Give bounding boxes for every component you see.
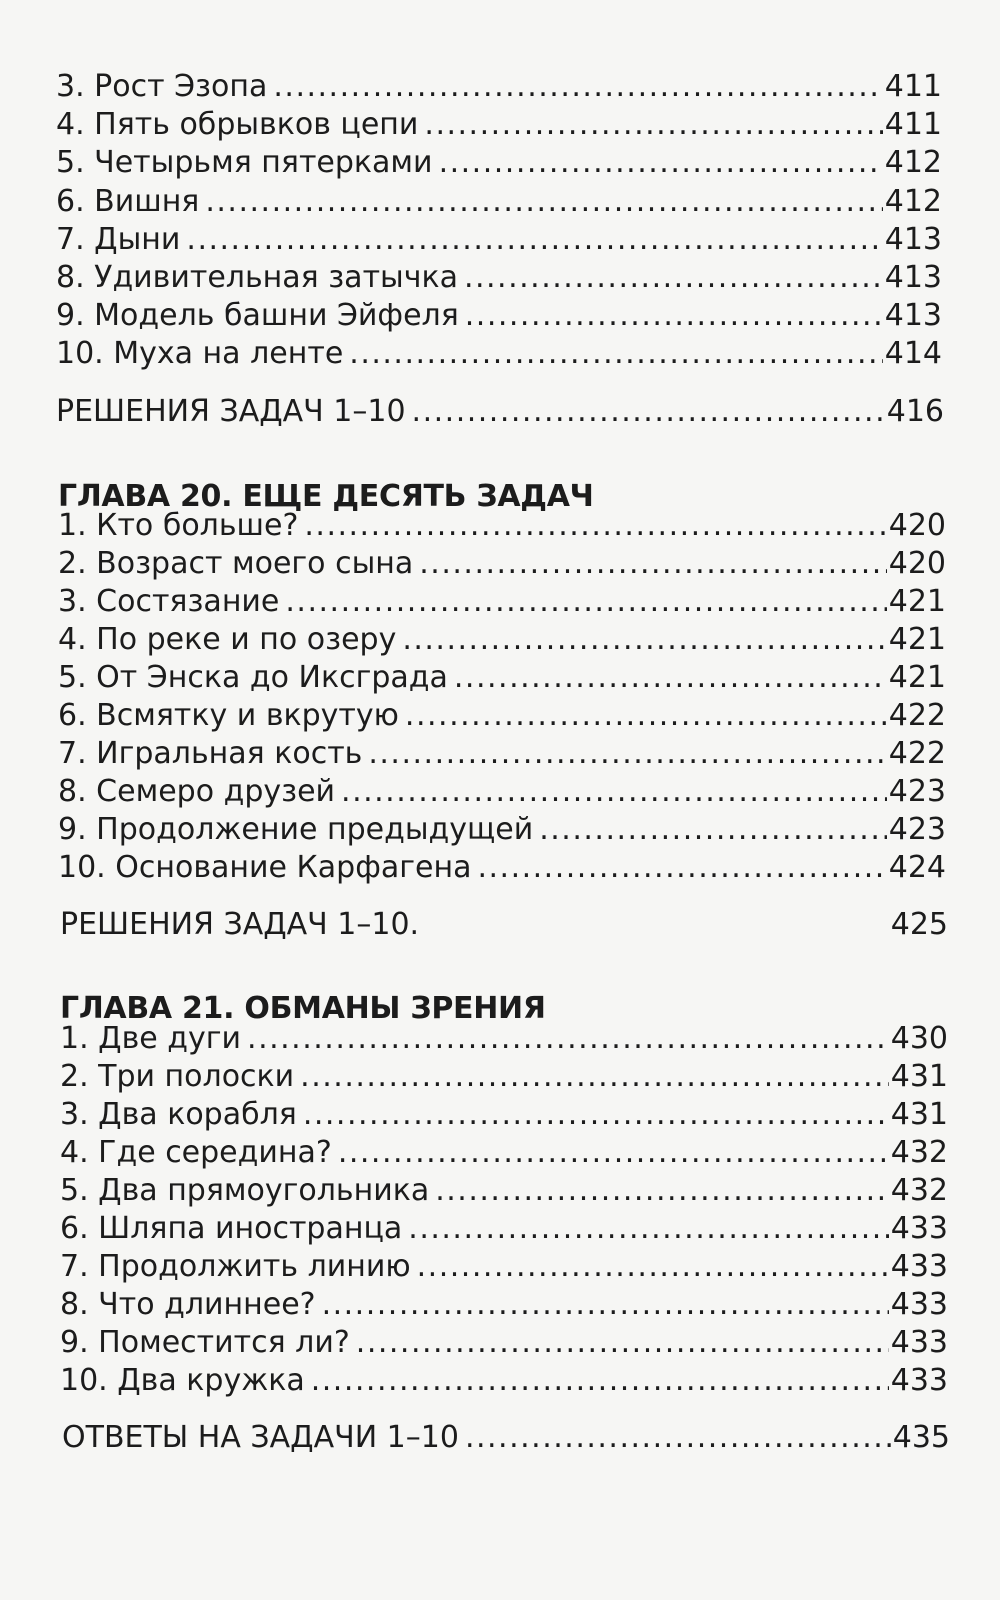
- toc-entry-page: 421: [888, 584, 946, 619]
- toc-entry: [56, 335, 942, 373]
- toc-entry: [60, 1362, 948, 1400]
- dot-leader: [273, 68, 882, 106]
- dot-leader: [311, 1362, 889, 1400]
- dot-leader: [465, 297, 883, 335]
- toc-entry-title: 5. Два прямоугольника: [60, 1173, 430, 1208]
- dot-leader: [419, 545, 886, 583]
- toc-solutions-entry: [60, 906, 948, 944]
- toc-entry-title: 7. Продолжить линию: [60, 1249, 411, 1284]
- toc-entry: [56, 221, 942, 259]
- toc-entry-title: 7. Дыни: [56, 222, 181, 257]
- toc-entry: [60, 1286, 948, 1324]
- toc-entry: [56, 68, 942, 106]
- toc-entry-page: 421: [888, 622, 946, 657]
- chapter-heading: ГЛАВА 20. ЕЩЕ ДЕСЯТЬ ЗАДАЧ: [58, 479, 594, 514]
- toc-entry-title: 2. Три полоски: [60, 1059, 295, 1094]
- toc-entry: [58, 545, 946, 583]
- toc-entry: [60, 1210, 948, 1248]
- toc-entry-title: 10. Два кружка: [60, 1363, 305, 1398]
- dot-leader: [341, 773, 887, 811]
- dot-leader: [408, 1210, 888, 1248]
- toc-entry-title: 9. Продолжение предыдущей: [58, 812, 534, 847]
- toc-entry-title: 6. Всмятку и вкрутую: [58, 698, 399, 733]
- toc-entry-page: 412: [884, 184, 942, 219]
- toc-entry-title: 4. По реке и по озеру: [58, 622, 397, 657]
- toc-entry-page: 431: [890, 1059, 948, 1094]
- toc-entry: [60, 1134, 948, 1172]
- dot-leader: [424, 106, 882, 144]
- toc-entry-page: 432: [890, 1135, 948, 1170]
- toc-entry: [56, 297, 942, 335]
- toc-entry-page: 413: [884, 222, 942, 257]
- toc-entry-page: 414: [884, 336, 942, 371]
- toc-entry: [58, 583, 946, 621]
- toc-entry-title: 4. Где середина?: [60, 1135, 332, 1170]
- dot-leader: [349, 335, 882, 373]
- toc-entry-title: 8. Удивительная затычка: [56, 260, 458, 295]
- dot-leader: [368, 735, 886, 773]
- toc-entry-page: 424: [888, 850, 946, 885]
- dot-leader: [417, 1248, 889, 1286]
- toc-entry-title: 9. Модель башни Эйфеля: [56, 298, 459, 333]
- toc-answers-entry: [62, 1419, 950, 1457]
- toc-entry: [60, 1020, 948, 1058]
- toc-entry: [58, 697, 946, 735]
- toc-entry-title: РЕШЕНИЯ ЗАДАЧ 1–10.: [60, 907, 420, 942]
- toc-entry: [58, 507, 946, 545]
- toc-entry: [58, 849, 946, 887]
- toc-entry-title: 3. Рост Эзопа: [56, 69, 268, 104]
- toc-entry-title: РЕШЕНИЯ ЗАДАЧ 1–10: [56, 394, 406, 429]
- toc-entry: [60, 1058, 948, 1096]
- dot-leader: [304, 507, 886, 545]
- toc-entry-page: 432: [890, 1173, 948, 1208]
- dot-leader: [464, 259, 883, 297]
- dot-leader: [454, 659, 887, 697]
- toc-entry-title: 3. Состязание: [58, 584, 280, 619]
- toc-entry: [60, 1172, 948, 1210]
- dot-leader: [477, 849, 886, 887]
- toc-entry-page: 413: [884, 298, 942, 333]
- toc-entry-title: 7. Игральная кость: [58, 736, 363, 771]
- toc-entry-page: 422: [888, 736, 946, 771]
- toc-entry-page: 421: [888, 660, 946, 695]
- dot-leader: [402, 621, 886, 659]
- toc-entry-title: 8. Что длиннее?: [60, 1287, 316, 1322]
- toc-entry-page: 411: [884, 69, 942, 104]
- toc-entry-title: 8. Семеро друзей: [58, 774, 336, 809]
- toc-entry-page: 416: [886, 394, 944, 429]
- toc-entry-page: 433: [890, 1325, 948, 1360]
- dot-leader: [322, 1286, 889, 1324]
- dot-leader: [465, 1419, 891, 1457]
- toc-entry-page: 433: [890, 1287, 948, 1322]
- dot-leader: [303, 1096, 889, 1134]
- toc-entry: [60, 1096, 948, 1134]
- toc-entry-page: 423: [888, 812, 946, 847]
- toc-entry-page: 435: [892, 1420, 950, 1455]
- toc-entry-title: 6. Вишня: [56, 184, 200, 219]
- dot-leader: [247, 1020, 889, 1058]
- toc-entry-page: 412: [884, 145, 942, 180]
- toc-entry-title: 4. Пять обрывков цепи: [56, 107, 419, 142]
- toc-entry-title: 1. Кто больше?: [58, 508, 299, 543]
- dot-leader: [338, 1134, 889, 1172]
- toc-entry-page: 413: [884, 260, 942, 295]
- toc-entry-page: 431: [890, 1097, 948, 1132]
- toc-entry-page: 433: [890, 1211, 948, 1246]
- toc-solutions-entry: [56, 393, 944, 431]
- toc-entry-title: 3. Два корабля: [60, 1097, 297, 1132]
- toc-entry-page: 433: [890, 1249, 948, 1284]
- chapter-heading: ГЛАВА 21. ОБМАНЫ ЗРЕНИЯ: [60, 991, 546, 1026]
- toc-entry-title: 2. Возраст моего сына: [58, 546, 414, 581]
- toc-entry-title: 10. Основание Карфагена: [58, 850, 472, 885]
- dot-leader: [300, 1058, 889, 1096]
- toc-entry-page: 423: [888, 774, 946, 809]
- toc-entry: [58, 621, 946, 659]
- toc-entry: [58, 773, 946, 811]
- toc-entry: [56, 144, 942, 182]
- dot-leader: [356, 1324, 889, 1362]
- toc-entry-page: 422: [888, 698, 946, 733]
- toc-entry-page: 433: [890, 1363, 948, 1398]
- toc-entry: [56, 259, 942, 297]
- dot-leader: [539, 811, 887, 849]
- dot-leader: [205, 183, 882, 221]
- dot-leader: [412, 393, 885, 431]
- toc-entry: [56, 183, 942, 221]
- toc-entry-title: ОТВЕТЫ НА ЗАДАЧИ 1–10: [62, 1420, 459, 1455]
- toc-entry: [58, 811, 946, 849]
- toc-entry: [56, 106, 942, 144]
- toc-entry: [60, 1324, 948, 1362]
- dot-leader: [405, 697, 887, 735]
- toc-entry: [58, 659, 946, 697]
- toc-entry-page: 420: [888, 546, 946, 581]
- toc-entry-title: 6. Шляпа иностранца: [60, 1211, 403, 1246]
- toc-entry: [58, 735, 946, 773]
- toc-entry: [60, 1248, 948, 1286]
- toc-entry-title: 5. Четырьмя пятерками: [56, 145, 433, 180]
- dot-leader: [285, 583, 886, 621]
- toc-entry-page: 411: [884, 107, 942, 142]
- toc-entry-page: 425: [890, 907, 948, 942]
- dot-leader: [186, 221, 882, 259]
- toc-entry-page: 430: [890, 1021, 948, 1056]
- toc-entry-title: 9. Поместится ли?: [60, 1325, 350, 1360]
- dot-leader: [435, 1172, 889, 1210]
- toc-entry-title: 5. От Энска до Иксграда: [58, 660, 448, 695]
- toc-entry-title: 1. Две дуги: [60, 1021, 242, 1056]
- toc-entry-page: 420: [888, 508, 946, 543]
- dot-leader: [439, 144, 883, 182]
- toc-entry-title: 10. Муха на ленте: [56, 336, 344, 371]
